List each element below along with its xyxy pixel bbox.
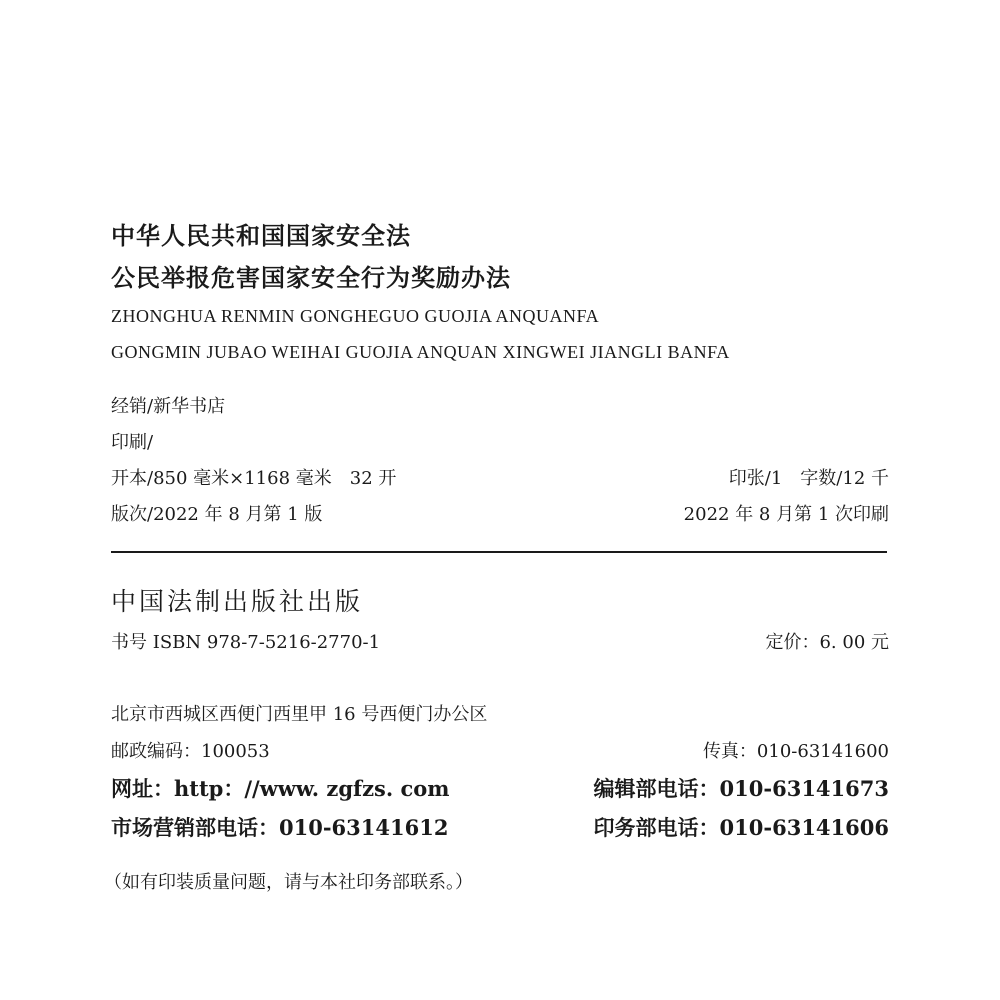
pinyin-title-line-1: ZHONGHUA RENMIN GONGHEGUO GUOJIA ANQUANFA [111, 306, 600, 326]
book-title-line-1: 中华人民共和国国家安全法 [111, 222, 411, 250]
address: 北京市西城区西便门西里甲 16 号西便门办公区 [111, 704, 488, 725]
distribution-info: 经销/新华书店 [111, 396, 226, 417]
marketing-phone: 市场营销部电话：010-63141612 [111, 815, 449, 840]
price: 定价：6. 00 元 [765, 632, 889, 653]
printing-info: 印刷/ [111, 432, 154, 453]
printing-dept-phone: 印务部电话：010-63141606 [593, 815, 889, 840]
website: 网址：http：//www. zgfzs. com [111, 776, 450, 801]
divider-rule [111, 551, 887, 553]
book-title-line-2: 公民举报危害国家安全行为奖励办法 [111, 264, 511, 292]
isbn: 书号 ISBN 978-7-5216-2770-1 [111, 632, 381, 653]
impression-info: 2022 年 8 月第 1 次印刷 [683, 504, 889, 525]
fax-number: 传真：010-63141600 [702, 741, 889, 762]
pinyin-title-line-2: GONGMIN JUBAO WEIHAI GUOJIA ANQUAN XINGWEI JIANGLI BANFA [111, 342, 730, 362]
format-info: 开本/850 毫米×1168 毫米 32 开 [111, 468, 397, 489]
publisher-name: 中国法制出版社出版 [111, 587, 364, 616]
edition-info: 版次/2022 年 8 月第 1 版 [111, 504, 323, 525]
quality-note: （如有印装质量问题，请与本社印务部联系。） [104, 872, 473, 893]
sheets-words-info: 印张/1 字数/12 千 [728, 468, 889, 489]
editorial-phone: 编辑部电话：010-63141673 [593, 776, 889, 801]
postcode: 邮政编码：100053 [111, 741, 270, 762]
